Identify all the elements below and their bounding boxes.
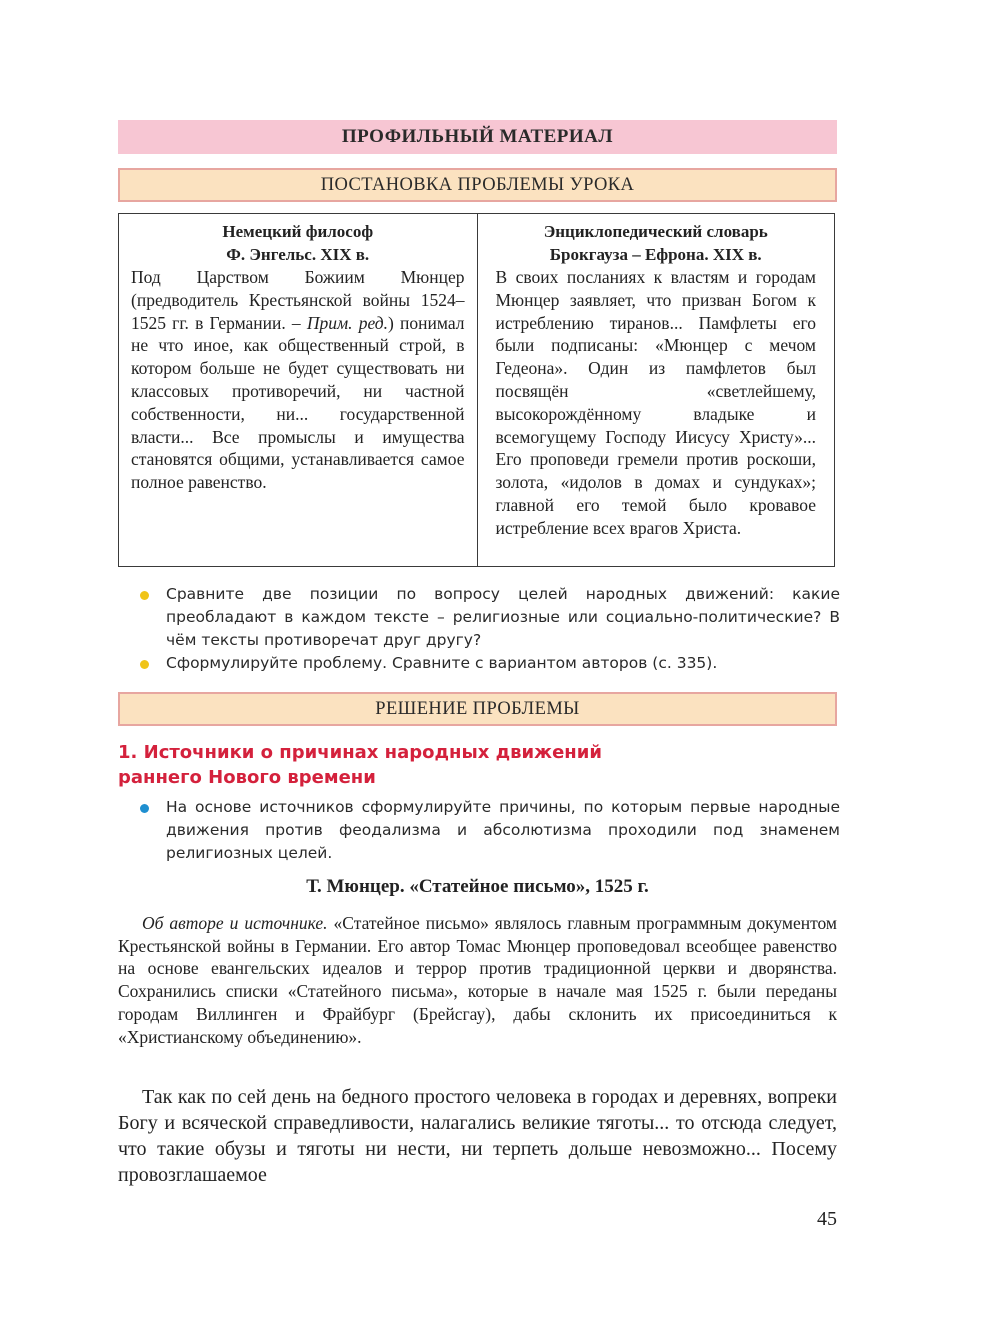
question-item [140, 583, 840, 652]
brockhaus-heading-line2: Брокгауза – Ефрона. XIX в. [549, 245, 762, 264]
bullet-icon [140, 591, 149, 600]
section-heading-line1: 1. Источники о причинах народных движений [118, 742, 602, 763]
question-text: Сравните две позиции по вопросу целей народных движений: какие преобладают в каждом тексте – религиозные или социально-политические? В чём тексты противоречат друг другу? [166, 585, 840, 649]
task-list [140, 796, 840, 865]
page-number: 45 [817, 1208, 837, 1230]
engels-heading-line1: Немецкий философ [222, 222, 374, 241]
question-item [140, 652, 840, 675]
section-heading-line2: раннего Нового времени [118, 767, 376, 788]
about-label: Об авторе и источнике. [142, 913, 328, 933]
about-text: «Статейное письмо» являлось главным программным документом Крестьянской войны в Германии. Его автор Томас Мюнцер проповедовал всеобщее равенство на основе евангельских идеалов и террор против традиционной церкви и дворянства. Сохранились списки «Статейного письма», которые в начале мая 1525 г. были переданы городам Виллинген и Фрайбург (Брейсгау), дабы склонить их присоединиться к «Христианскому объединению». [118, 913, 837, 1047]
solution-band: РЕШЕНИЕ ПРОБЛЕМЫ [118, 692, 837, 726]
editor-note: Прим. ред. [306, 312, 389, 333]
task-text: На основе источников сформулируйте причины, по которым первые народные движения против феодализма и абсолютизма проходили под знаменем религиозных целей. [166, 798, 840, 862]
questions-list [140, 583, 840, 675]
brockhaus-text: В своих посланиях к властям и городам Мюнцер заявляет, что призван Богом к истреблению тиранов... Памфлеты его были подписаны: «Мюнцер с мечом Гедеона». Один из памфлетов был посвящён «светлейшему, высокорождённому владыке и всемогущему Господу Иисусу Христу»... Его проповеди гремели против роскоши, золота, «идолов в домах и сундуках»; главной его темой было кровавое истребление всех врагов Христа. [495, 267, 816, 538]
bullet-icon [140, 804, 149, 813]
engels-heading-line2: Ф. Энгельс. XIX в. [226, 245, 370, 264]
profile-material-band: ПРОФИЛЬНЫЙ МАТЕРИАЛ [118, 120, 837, 154]
section-heading [118, 740, 678, 790]
brockhaus-heading-line1: Энциклопедический словарь [543, 222, 768, 241]
task-item [140, 796, 840, 865]
document-title: Т. Мюнцер. «Статейное письмо», 1525 г. [306, 876, 649, 897]
problem-statement-band: ПОСТАНОВКА ПРОБЛЕМЫ УРОКА [118, 168, 837, 202]
bullet-icon [140, 660, 149, 669]
question-text: Сформулируйте проблему. Сравните с вариантом авторов (с. 335). [166, 654, 718, 672]
engels-text [131, 266, 465, 494]
engels-text-part1: Под Царством Божиим Мюнцер (предводитель Крестьянской войны 1524–1525 гг. в Германии. – [131, 267, 465, 333]
source-excerpt: Так как по сей день на бедного простого человека в городах и деревнях, вопреки Богу и всяческой справедливости, налагались великие тяготы... то отсюда следует, что такие обузы и тяготы ни нести, ни терпеть дольше невозможно... Посему провозглашаемое [118, 1086, 837, 1186]
engels-source [119, 214, 477, 566]
brockhaus-source [477, 214, 835, 566]
about-paragraph [118, 912, 837, 1048]
sources-table [118, 213, 835, 567]
engels-text-part2: ) понимал не что иное, как общественный строй, в котором больше не будет существовать ни классовых противоречий, ни частной собственности, ни... государственной власти... Все промыслы и имущества становятся общими, устанавливается самое полное равенство. [131, 312, 465, 493]
